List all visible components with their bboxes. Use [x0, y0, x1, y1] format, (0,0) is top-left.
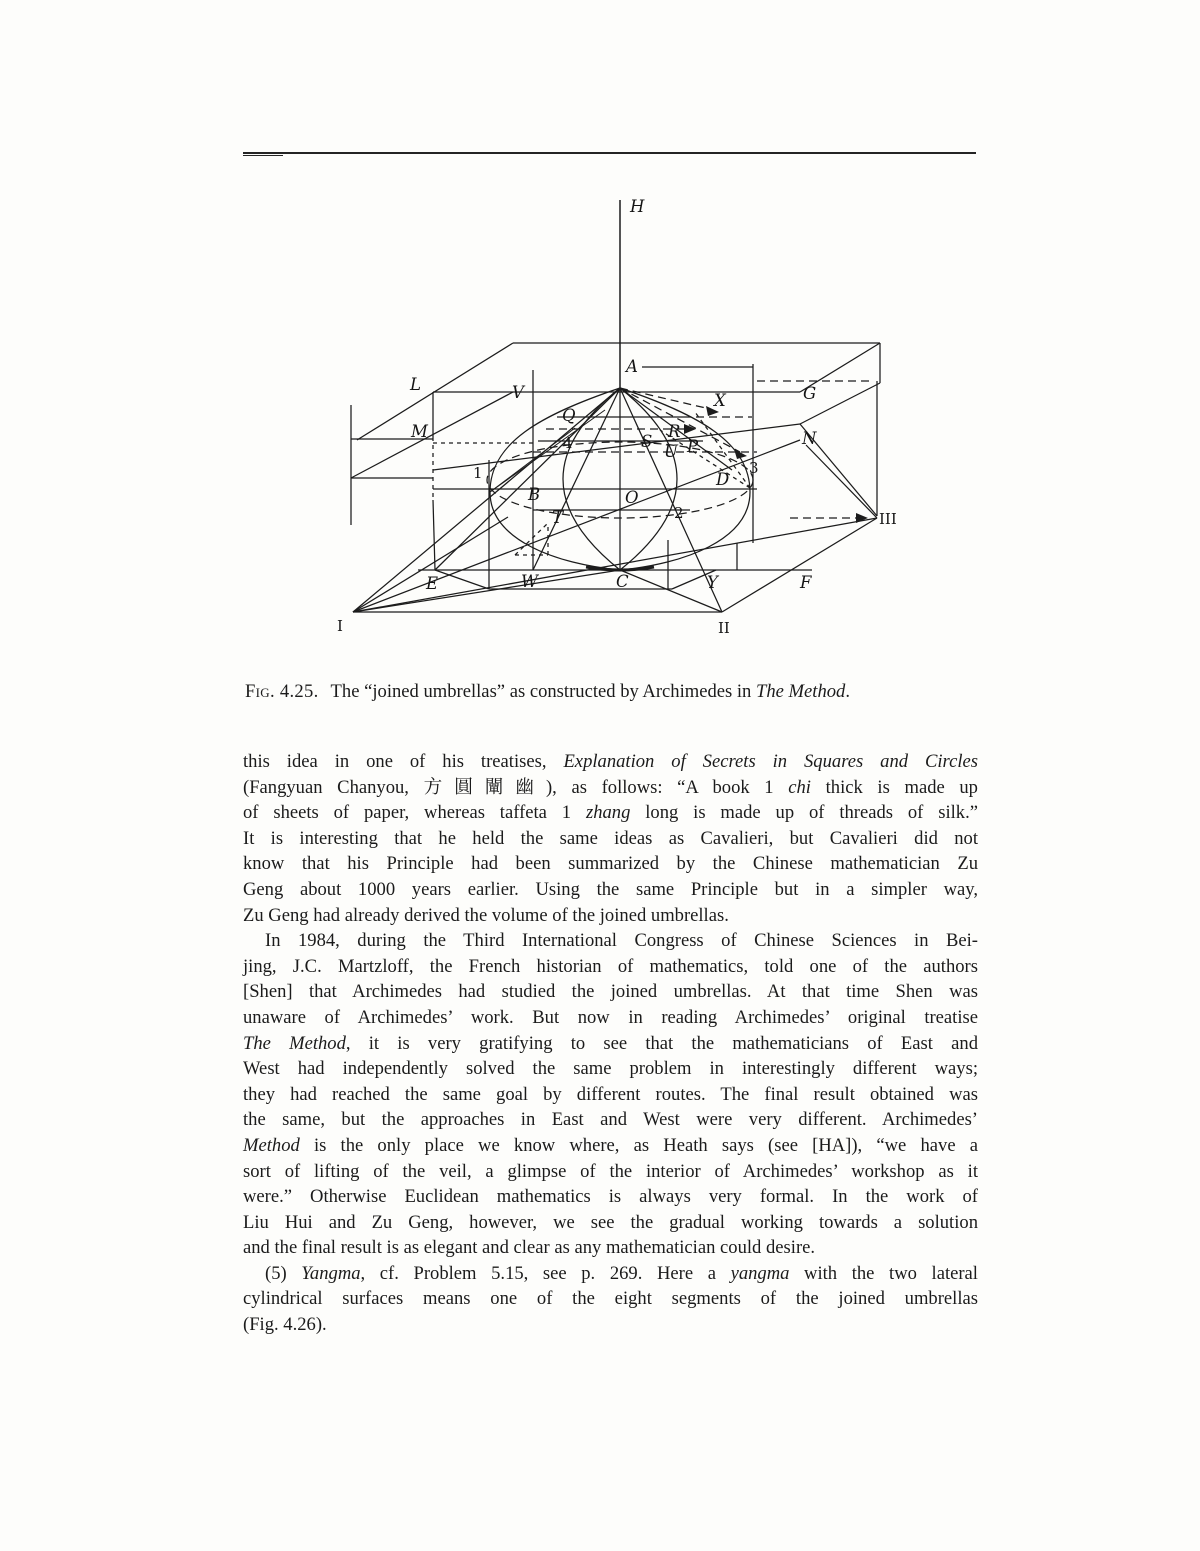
header-rule-fragment	[243, 155, 283, 156]
text-run: (Fig. 4.26).	[243, 1314, 327, 1336]
outer-slab-lines	[351, 343, 880, 570]
figure-caption	[245, 681, 978, 703]
text-run: sort of lifting of the veil, a glimpse of the interior of Archimedes’ workshop as it	[243, 1160, 978, 1182]
text-run: know that his Principle had been summarized by the Chinese mathematician Zu	[243, 853, 978, 875]
header-rule	[243, 152, 976, 154]
figure-label-Y: Y	[707, 573, 718, 592]
text-run: Liu Hui and Zu Geng, however, we see the gradual working towards a solution	[243, 1211, 978, 1233]
text-run: jing, J.C. Martzloff, the French historian of mathematics, told one of the authors	[243, 955, 978, 977]
text-run: It is interesting that he held the same ideas as Cavalieri, but Cavalieri did not	[243, 827, 978, 849]
figure-label-F: F	[800, 573, 812, 592]
figure-label-III: III	[879, 510, 897, 528]
text-line	[243, 979, 978, 1005]
figure-label-I: I	[337, 617, 343, 635]
text-line	[243, 1082, 978, 1108]
text-run: [Shen] that Archimedes had studied the joined umbrellas. At that time Shen was	[243, 981, 978, 1003]
figure-label-U: U	[664, 442, 678, 461]
figure-label-G: G	[803, 384, 817, 403]
text-run: Method	[243, 1134, 300, 1156]
figure-label-R: R	[668, 422, 681, 441]
text-line	[243, 1235, 978, 1261]
figure-label-A: A	[626, 357, 638, 376]
text-run: long is made up of threads of silk.”	[630, 802, 978, 824]
text-run: In 1984, during the Third International Congress of Chinese Sciences in Bei-	[265, 930, 978, 952]
text-run: this idea in one of his treatises,	[243, 751, 564, 772]
text-run: the same, but the approaches in East and West were very different. Archimedes’	[243, 1109, 978, 1131]
text-line	[243, 1261, 978, 1287]
text-run: thick is made up	[810, 776, 978, 798]
construction-lines	[353, 200, 877, 612]
figure-caption-number: Fig. 4.25.	[245, 681, 319, 702]
text-run: Explanation of Secrets in Squares and Circles	[563, 751, 979, 772]
figure-label-L: L	[410, 375, 421, 394]
figure-label-2: 2	[674, 504, 684, 522]
text-line	[243, 1056, 978, 1082]
text-line	[243, 1286, 978, 1312]
text-run: Zu Geng had already derived the volume of the joined umbrellas.	[243, 904, 729, 926]
text-run: ), as follows: “A book 1	[545, 776, 789, 798]
text-run: unaware of Archimedes’ work. But now in reading Archimedes’ original treatise	[243, 1006, 978, 1028]
figure-label-II: II	[718, 619, 730, 637]
arrowheads	[684, 406, 868, 523]
arrow-to-III	[856, 513, 868, 523]
arrow-to-3	[734, 449, 747, 459]
text-run: and the final result is as elegant and clear as any mathematician could desire.	[243, 1237, 816, 1259]
text-run: (5)	[265, 1262, 302, 1284]
figure-label-T: T	[552, 508, 564, 527]
umbrella-silhouette-right	[620, 388, 750, 570]
text-run: The “joined umbrellas” as constructed by Archimedes in	[330, 681, 757, 702]
body-text	[243, 749, 978, 1338]
text-line	[243, 1210, 978, 1236]
text-run: with the two lateral	[789, 1262, 978, 1284]
text-run: .	[845, 681, 851, 702]
text-run: zhang	[585, 802, 631, 824]
figure-label-N: N	[802, 429, 817, 448]
text-run: , it is very gratifying to see that the mathematicians of East and	[345, 1032, 978, 1054]
figure-label-Q: Q	[562, 406, 576, 425]
text-line	[243, 1159, 978, 1185]
figure-label-E: E	[426, 574, 439, 593]
figure-label-M: M	[411, 422, 428, 441]
text-run: were.” Otherwise Euclidean mathematics is always very formal. In the work of	[243, 1186, 978, 1208]
figure-label-H: H	[630, 197, 645, 216]
text-run: West had independently solved the same problem in interestingly different ways;	[243, 1058, 978, 1080]
text-line	[243, 1031, 978, 1057]
text-run: Yangma	[301, 1262, 361, 1284]
text-line	[243, 1184, 978, 1210]
figure-label-C: C	[616, 572, 629, 591]
text-line	[243, 775, 978, 801]
text-line	[243, 851, 978, 877]
text-run: cylindrical surfaces means one of the eight segments of the joined umbrellas	[243, 1288, 978, 1310]
text-run: The Method	[756, 681, 846, 702]
text-run: The Method	[243, 1032, 346, 1054]
figure-label-D: D	[716, 470, 730, 489]
figure-label-X: X	[714, 391, 726, 410]
text-line	[243, 1107, 978, 1133]
text-run: yangma	[730, 1262, 790, 1284]
text-line	[243, 903, 978, 929]
text-line	[243, 1312, 978, 1338]
text-line	[243, 800, 978, 826]
text-run: chi	[788, 776, 811, 798]
text-line	[243, 826, 978, 852]
text-run: is the only place we know where, as Heath says (see [HA]), “we have a	[299, 1134, 978, 1156]
figure-4-25-diagram	[330, 195, 900, 655]
figure-caption-text	[331, 681, 850, 702]
text-run: Geng about 1000 years earlier. Using the same Principle but in a simpler way,	[243, 878, 978, 900]
figure-label-S: S	[641, 432, 653, 451]
text-line	[243, 954, 978, 980]
text-run: they had reached the same goal by different routes. The final result obtained was	[243, 1083, 978, 1105]
umbrella-silhouette-left	[490, 388, 620, 570]
figure-label-1: 1	[473, 464, 483, 482]
text-run: 方圓闡幽	[423, 776, 546, 798]
text-line	[243, 1133, 978, 1159]
figure-label-P: P	[687, 437, 699, 456]
text-run: , cf. Problem 5.15, see p. 269. Here a	[360, 1262, 731, 1284]
figure-label-3: 3	[749, 459, 759, 477]
figure-label-O: O	[625, 488, 639, 507]
text-run: (Fangyuan Chanyou,	[243, 776, 424, 798]
text-line	[243, 749, 978, 775]
text-line	[243, 1005, 978, 1031]
figure-label-V: V	[512, 383, 524, 402]
figure-label-B: B	[528, 485, 541, 504]
text-line	[243, 877, 978, 903]
figure-label-4: 4	[563, 434, 573, 452]
text-line	[243, 928, 978, 954]
figure-label-W: W	[521, 572, 538, 591]
text-run: of sheets of paper, whereas taffeta 1	[243, 802, 586, 824]
